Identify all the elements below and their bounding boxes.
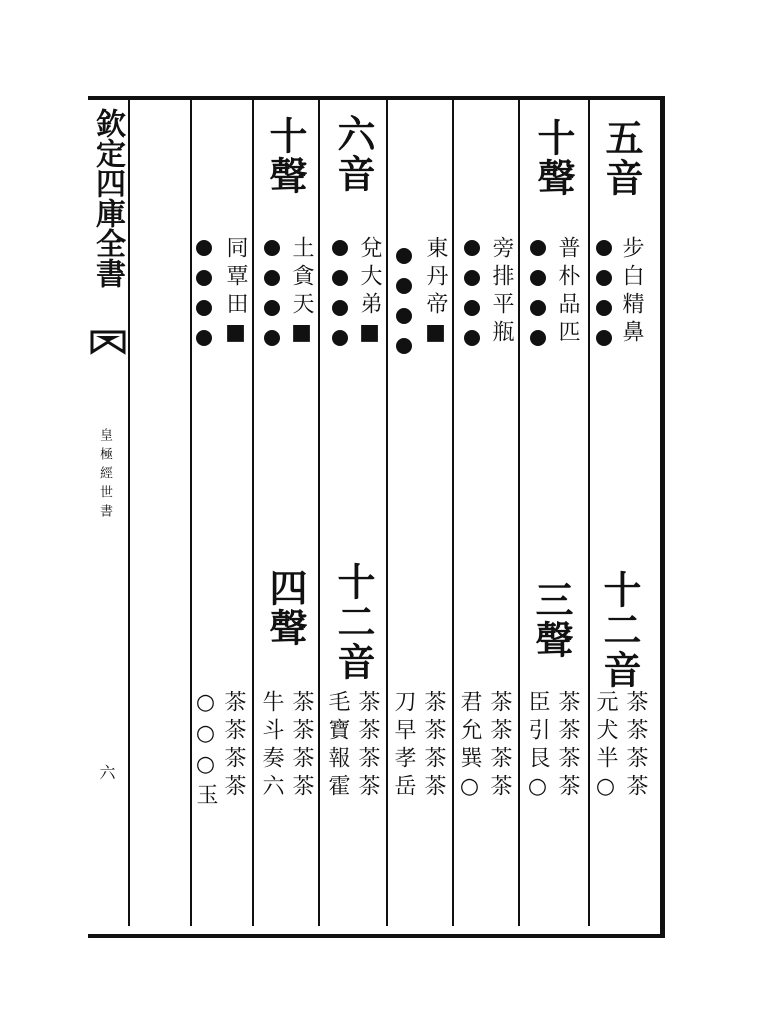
filled-circle-icon — [396, 338, 412, 354]
column-rule — [452, 100, 454, 926]
filled-circle-icon — [196, 300, 212, 316]
column-chars-top: 兌大弟■ — [357, 236, 382, 351]
filled-circle-icon — [596, 270, 612, 286]
column-heading-top: 十聲 — [531, 118, 576, 198]
column-rule — [190, 100, 192, 926]
circle-marks — [464, 240, 480, 346]
filled-circle-icon — [464, 270, 480, 286]
filled-circle-icon — [264, 270, 280, 286]
fish-tail-mark-icon — [90, 328, 126, 356]
filled-circle-icon — [396, 308, 412, 324]
filled-circle-icon — [332, 240, 348, 256]
filled-circle-icon — [596, 300, 612, 316]
column-row: 茶茶茶茶 — [487, 690, 512, 802]
circle-marks — [596, 240, 612, 346]
column-row: 茶茶茶茶 — [355, 690, 380, 802]
filled-circle-icon — [464, 300, 480, 316]
column-heading-bottom: 十二音 — [597, 570, 642, 690]
filled-circle-icon — [396, 248, 412, 264]
column-heading-bottom: 十二音 — [331, 562, 376, 682]
filled-circle-icon — [264, 240, 280, 256]
filled-circle-icon — [396, 278, 412, 294]
column-row: 茶茶茶茶 — [221, 690, 246, 802]
filled-circle-icon — [332, 270, 348, 286]
circle-marks — [396, 248, 412, 354]
filled-circle-icon — [530, 240, 546, 256]
book-subtitle: 皇極經世書 — [97, 428, 112, 523]
column-chars-top: 同覃田■ — [223, 236, 248, 351]
column-row: 茶茶茶茶 — [289, 690, 314, 802]
column-row: 臣引艮○ — [525, 690, 550, 805]
column-chars-top: 旁排平瓶 — [489, 236, 514, 348]
column-rule — [386, 100, 388, 926]
column-chars-top: 步白精鼻 — [619, 236, 644, 348]
column-rule — [318, 100, 320, 926]
column-chars-top: 普朴品匹 — [555, 236, 580, 348]
column-row: 毛寶報霍 — [325, 690, 350, 802]
column-heading-bottom: 四聲 — [263, 568, 308, 648]
circle-marks — [264, 240, 280, 346]
circle-marks — [530, 240, 546, 346]
column-row: 茶茶茶茶 — [555, 690, 580, 802]
filled-circle-icon — [196, 240, 212, 256]
column-heading-top: 五音 — [599, 118, 644, 198]
filled-circle-icon — [596, 330, 612, 346]
column-row: 茶茶茶茶 — [421, 690, 446, 802]
column-rule — [128, 100, 130, 926]
filled-circle-icon — [530, 270, 546, 286]
book-title: 欽定四庫全書 — [90, 108, 125, 288]
folio-number: 六 — [97, 764, 116, 780]
column-row: 刀早孝岳 — [391, 690, 416, 802]
column-row: 元犬半○ — [593, 690, 618, 805]
filled-circle-icon — [530, 300, 546, 316]
column-heading-top: 六音 — [331, 114, 376, 194]
filled-circle-icon — [464, 330, 480, 346]
column-chars-top: 土貪天■ — [289, 236, 314, 351]
column-rule — [588, 100, 590, 926]
filled-circle-icon — [196, 330, 212, 346]
column-rule — [252, 100, 254, 926]
circle-marks — [332, 240, 348, 346]
filled-circle-icon — [196, 270, 212, 286]
filled-circle-icon — [464, 240, 480, 256]
filled-circle-icon — [264, 300, 280, 316]
column-row: 君允巽○ — [457, 690, 482, 805]
column-rule — [518, 100, 520, 926]
column-heading-top: 十聲 — [263, 116, 308, 196]
column-row: ○○○玉 — [193, 690, 218, 811]
column-row: 牛斗奏六 — [259, 690, 284, 802]
circle-marks — [196, 240, 212, 346]
filled-circle-icon — [530, 330, 546, 346]
filled-circle-icon — [332, 300, 348, 316]
filled-circle-icon — [264, 330, 280, 346]
page-frame — [88, 96, 665, 938]
filled-circle-icon — [332, 330, 348, 346]
filled-circle-icon — [596, 240, 612, 256]
column-chars-top: 東丹帝■ — [423, 236, 448, 351]
column-row: 茶茶茶茶 — [623, 690, 648, 802]
column-heading-bottom: 三聲 — [529, 580, 574, 660]
